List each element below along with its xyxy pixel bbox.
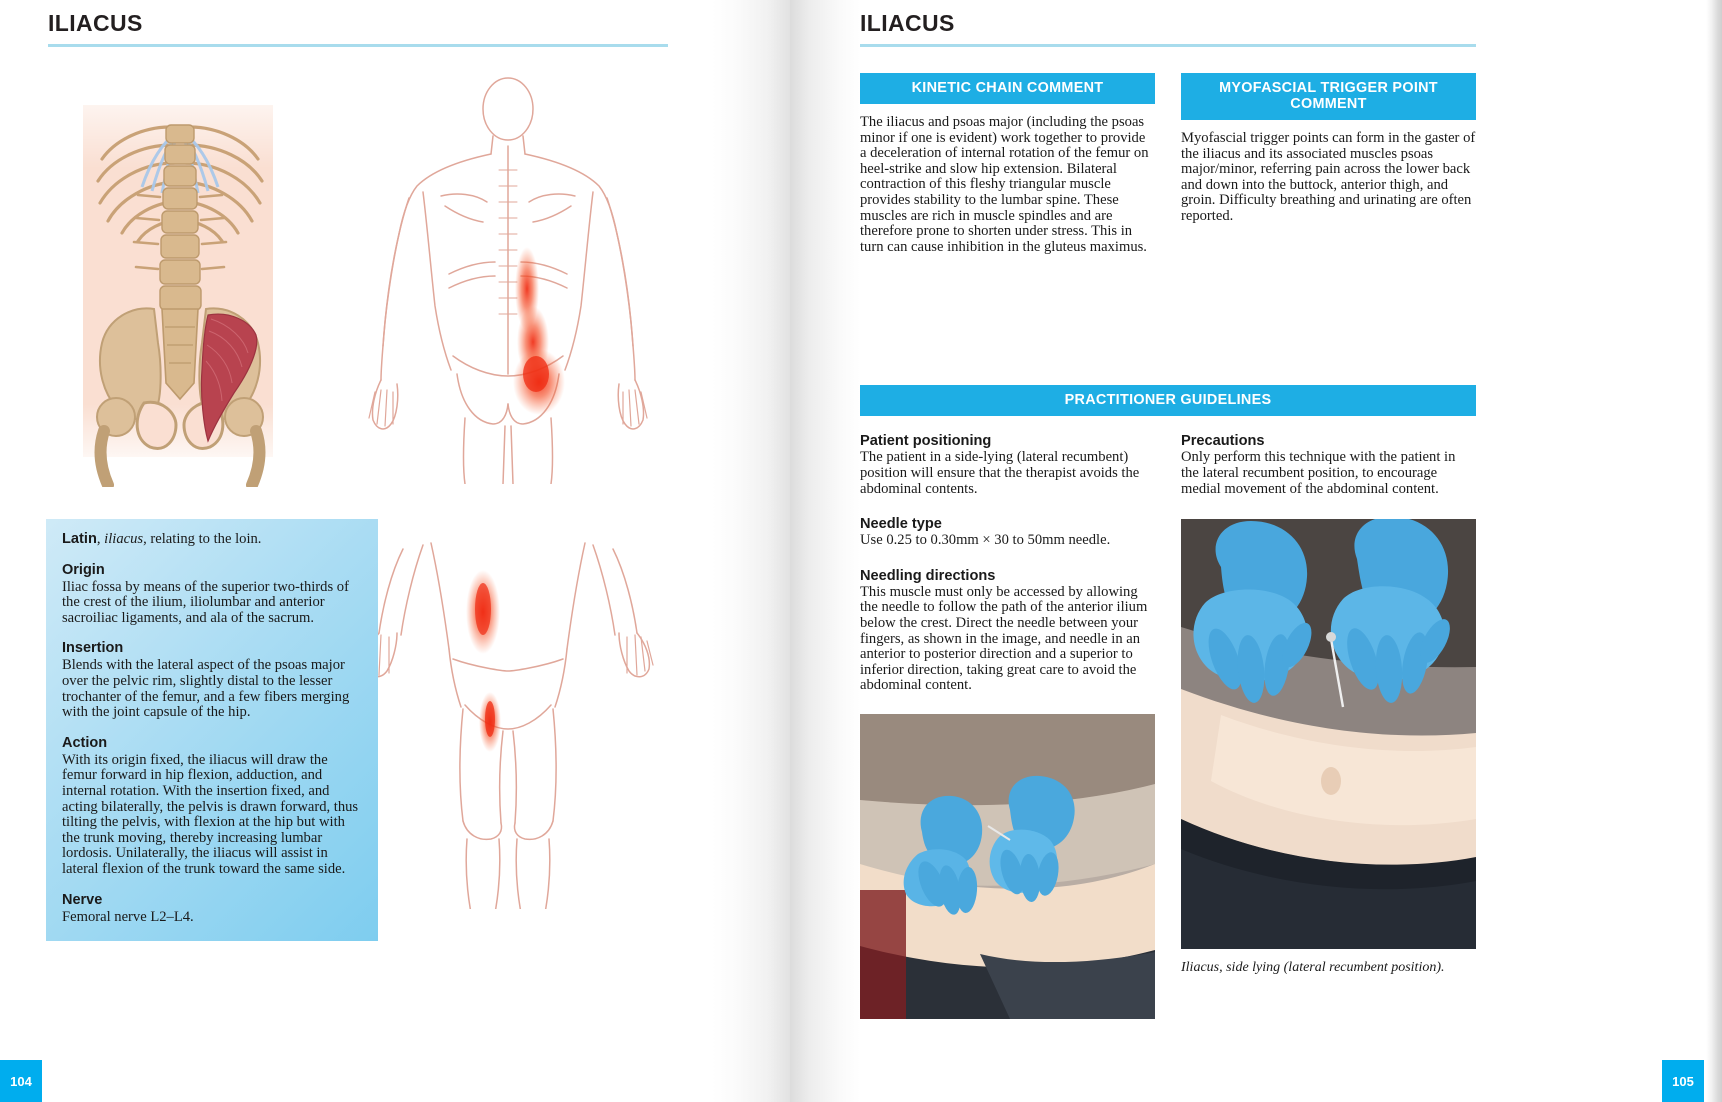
myofascial-column: [1181, 73, 1476, 255]
muscle-info-box: [46, 519, 378, 941]
needle-type-block: [860, 515, 1155, 549]
nerve-text: Femoral nerve L2–L4.: [62, 908, 194, 925]
needling-technique-photo-left: [860, 714, 1155, 1019]
page-number-right: 105: [1662, 1060, 1704, 1102]
iliacus-anatomy-illustration: [58, 87, 303, 487]
referred-pain-posterior-body-diagram: [353, 74, 663, 484]
page-number-left: 104: [0, 1060, 42, 1102]
insertion-text: Blends with the lateral aspect of the psoas major over the pelvic rim, slightly distal to the lesser trochanter of the femur, and a few fibers merging with the joint capsule of the hip.: [62, 657, 350, 721]
needling-directions-text: This muscle must only be accessed by allowing the needle to follow the path of the anterior ilium below the crest. Direct the needle between your fingers, as shown in the image, and needle in an anterior to posterior direction and a superior to inferior direction, taking great care to avoid the abdominal content.: [860, 583, 1148, 694]
kinetic-chain-column: [860, 73, 1155, 255]
book-gutter: [712, 0, 860, 1102]
action-text: With its origin fixed, the iliacus will draw the femur forward in hip flexion, adduction, and internal rotation. With the insertion fixed, and acting bilaterally, the pelvis is drawn forward, thus tilting the pelvis, with flexion at the hip but with the trunk moving, thereby increasing lumbar lordosis. Unilaterally, the iliacus will assist in lateral flexion of the trunk toward the same side.: [62, 751, 359, 877]
latin-comma: ,: [96, 531, 105, 547]
myofascial-banner: MYOFASCIAL TRIGGER POINT COMMENT: [1181, 73, 1476, 120]
patient-positioning-heading: Patient positioning: [860, 433, 992, 450]
right-page: [860, 0, 1722, 1102]
left-figure-row: [48, 79, 668, 499]
precautions-block: [1181, 432, 1476, 497]
comment-columns: [860, 73, 1476, 255]
needling-directions-heading: Needling directions: [860, 567, 996, 584]
latin-label: Latin: [62, 531, 97, 547]
latin-term: iliacus: [104, 531, 144, 547]
photo-caption: Iliacus, side lying (lateral recumbent position).: [1181, 960, 1445, 976]
patient-positioning-text: The patient in a side-lying (lateral recumbent) position will ensure that the therapist avoids the abdominal contents.: [860, 449, 1140, 497]
guidelines-columns: [860, 432, 1476, 1019]
title-rule-right: [860, 44, 1476, 47]
precautions-text: Only perform this technique with the patient in the lateral recumbent position, to encourage medial movement of the abdominal content.: [1181, 449, 1456, 497]
precautions-heading: Precautions: [1181, 433, 1265, 450]
origin-text: Iliac fossa by means of the superior two-thirds of the crest of the ilium, iliolumbar and anterior sacroiliac ligaments, and ala of the sacrum.: [62, 578, 349, 626]
nerve-heading: Nerve: [62, 891, 103, 908]
right-page-content: [860, 10, 1476, 1019]
page-title: ILIACUS: [48, 10, 143, 36]
practitioner-guidelines-section: [860, 385, 1476, 1019]
action-heading: Action: [62, 734, 108, 751]
practitioner-guidelines-banner: PRACTITIONER GUIDELINES: [860, 385, 1476, 416]
needling-technique-photo-right: [1181, 519, 1476, 949]
latin-line: [62, 532, 362, 548]
title-rule: [48, 44, 668, 47]
needling-directions-block: [860, 567, 1155, 694]
insertion-heading: Insertion: [62, 640, 124, 657]
patient-positioning-block: [860, 432, 1155, 497]
myofascial-text: Myofascial trigger points can form in the gaster of the iliacus and its associated muscles psoas major/minor, referring pain across the lower back and down into the buttock, anterior thigh, and groin. Difficulty breathing and urinating are often reported.: [1181, 130, 1476, 224]
needle-type-text: Use 0.25 to 0.30mm × 30 to 50mm needle.: [860, 532, 1111, 549]
referred-pain-anterior-body-diagram: [353, 509, 663, 909]
kinetic-chain-text: The iliacus and psoas major (including the psoas minor if one is evident) work together to provide a deceleration of internal rotation of the femur on heel-strike and slow hip extension. Bilateral contraction of this fleshy triangular muscle provides stability to the lumbar spine. These muscles are rich in muscle spindles and are therefore prone to shorten under stress. This in turn can cause inhibition in the gluteus maximus.: [860, 114, 1149, 255]
latin-rest: , relating to the loin.: [143, 531, 262, 547]
guidelines-right-column: [1181, 432, 1476, 1019]
page-title-right: ILIACUS: [860, 10, 955, 36]
origin-heading: Origin: [62, 561, 105, 578]
needle-type-heading: Needle type: [860, 516, 942, 533]
guidelines-left-column: [860, 432, 1155, 1019]
kinetic-chain-banner: KINETIC CHAIN COMMENT: [860, 73, 1155, 104]
left-page: [0, 0, 712, 1102]
left-page-content: [48, 10, 668, 47]
